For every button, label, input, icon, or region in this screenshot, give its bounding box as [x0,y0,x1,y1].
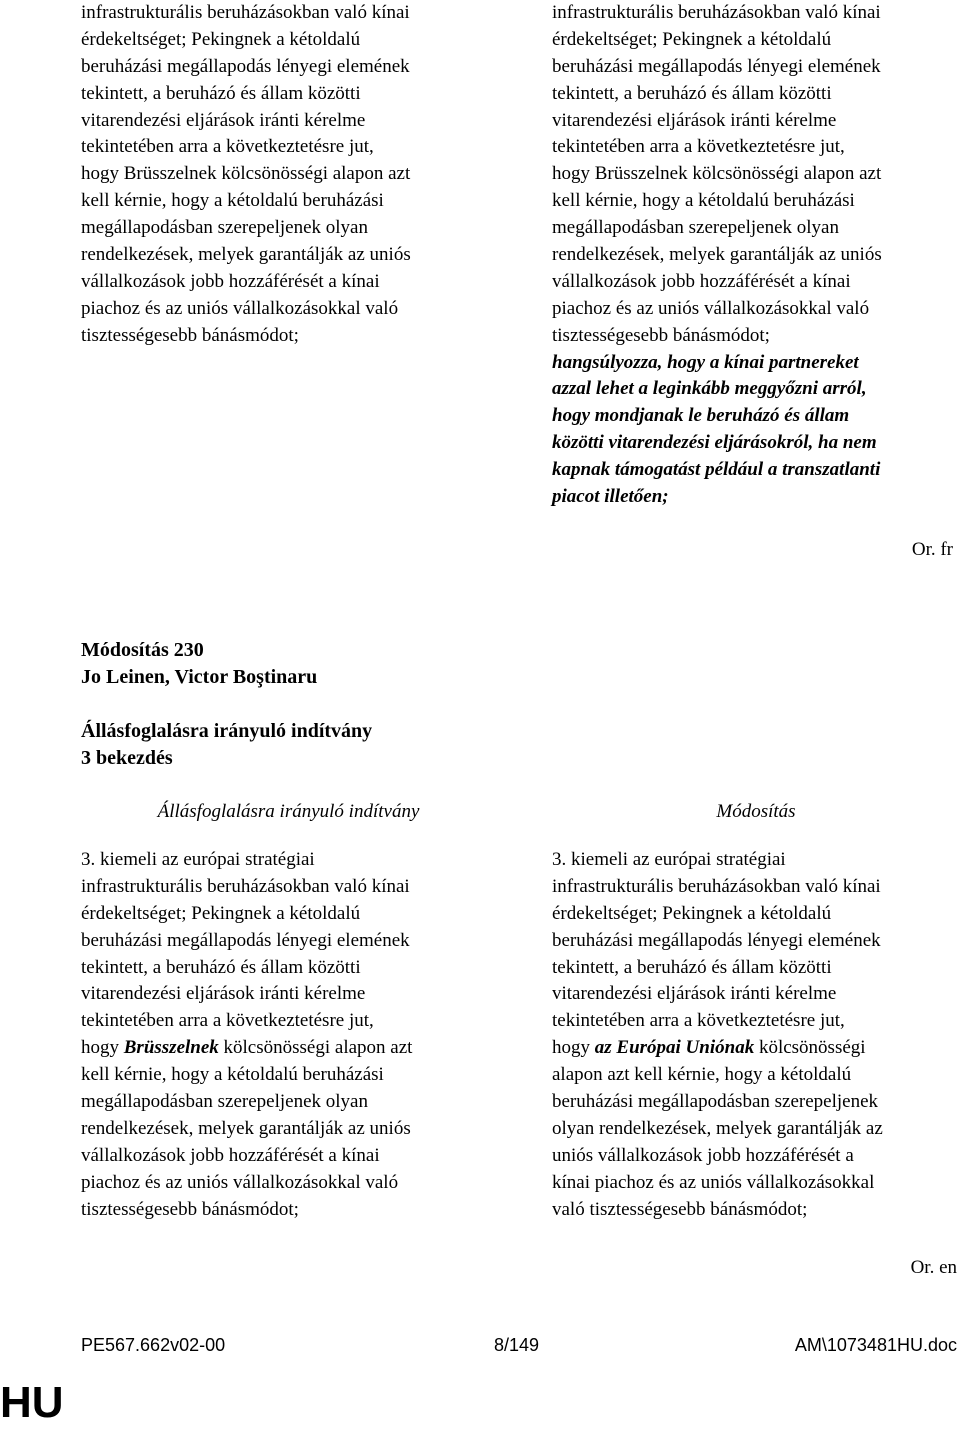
text-line: érdekeltséget; Pekingnek a kétoldalú [81,902,361,924]
text-line: kell kérnie, hogy a kétoldalú beruházási [81,190,384,212]
text-line: tekintett, a beruházó és állam közötti [552,956,832,978]
text-line: uniós vállalkozások jobb hozzáférését a [552,1144,854,1166]
text-line-emphasis: hogy az Európai Uniónak kölcsönösségi [552,1037,866,1059]
original-language-fr: Or. fr [911,539,953,560]
text-line: piacot illetően; [552,486,669,508]
text-line: tekintett, a beruházó és állam közötti [81,956,361,978]
paragraph-reference: 3 bekezdés [81,747,173,769]
changed-word: Brüsszelnek [123,1037,219,1059]
text-line: piachoz és az uniós vállalkozásokkal való [81,1171,399,1193]
added-text [552,350,960,511]
text-line-emphasis: hogy Brüsszelnek kölcsönösségi alapon azt [81,1037,413,1059]
text-line: vitarendezési eljárások iránti kérelme [81,983,366,1005]
text-line: 3. kiemeli az európai stratégiai [81,849,315,870]
text-line: közötti vitarendezési eljárásokról, ha nem [552,432,877,454]
text-line: vitarendezési eljárások iránti kérelme [81,109,366,131]
text-line: olyan rendelkezések, melyek garantálják az [552,1117,883,1139]
language-code: HU [0,1378,64,1427]
text-line: tekintett, a beruházó és állam közötti [81,82,361,104]
text-line: való tisztességesebb bánásmódot; [552,1198,808,1220]
original-text [81,847,496,1223]
text-line: tisztességesebb bánásmódot; [552,324,770,346]
footer-page-number: 8/149 [494,1335,540,1355]
text-line: rendelkezések, melyek garantálják az uniós [81,244,411,266]
text-line: kell kérnie, hogy a kétoldalú beruházási [81,1064,384,1086]
text-line: rendelkezések, melyek garantálják az uniós [81,1117,411,1139]
amended-text [552,847,960,1223]
text-line: tisztességesebb bánásmódot; [81,1198,299,1220]
text-line: hogy mondjanak le beruházó és állam [552,405,850,427]
text-line: vitarendezési eljárások iránti kérelme [552,109,837,131]
original-language-en: Or. en [910,1257,957,1278]
text-line: beruházási megállapodás lényegi elemének [81,929,410,951]
text-line: 3. kiemeli az európai stratégiai [552,849,786,870]
text-line: tekintetében arra a következtetésre jut, [81,1010,374,1032]
text-line: kínai piachoz és az uniós vállalkozásokkal [552,1171,875,1193]
text-line: vitarendezési eljárások iránti kérelme [552,983,837,1005]
column-title-amendment: Módosítás [716,801,796,822]
text-line: érdekeltséget; Pekingnek a kétoldalú [552,28,832,50]
text-line: piachoz és az uniós vállalkozásokkal való [81,297,399,319]
text-line: kapnak támogatást például a transzatlanti [552,459,881,481]
text-line: infrastrukturális beruházásokban való kínai [552,875,881,897]
text-line: beruházási megállapodásban szerepeljenek [552,1091,879,1113]
text-line: kell kérnie, hogy a kétoldalú beruházási [552,190,855,212]
text-line: hogy Brüsszelnek kölcsönösségi alapon azt [81,163,411,185]
text-line: megállapodásban szerepeljenek olyan [81,217,368,239]
changed-word: az Európai Uniónak [594,1037,755,1059]
text-line: beruházási megállapodás lényegi elemének [552,929,881,951]
text-line: infrastrukturális beruházásokban való kínai [81,875,410,897]
document-type: Állásfoglalásra irányuló indítvány [81,720,373,742]
text-line: hogy Brüsszelnek kölcsönösségi alapon azt [552,163,882,185]
text-line: infrastrukturális beruházásokban való kínai [81,2,410,23]
column-title-original: Állásfoglalásra irányuló indítvány [157,801,420,822]
text-line: rendelkezések, melyek garantálják az uniós [552,244,882,266]
footer-doc-ref: PE567.662v02-00 [81,1335,226,1355]
continued-amended-text [552,0,960,511]
text-line: érdekeltséget; Pekingnek a kétoldalú [81,28,361,50]
text-line: vállalkozások jobb hozzáférését a kínai [81,270,380,292]
text-line: hangsúlyozza, hogy a kínai partnereket [552,351,859,373]
text-line: vállalkozások jobb hozzáférését a kínai [552,270,851,292]
text-line: azzal lehet a leginkább meggyőzni arról, [552,378,867,400]
text-line: megállapodásban szerepeljenek olyan [552,217,839,239]
text-line: beruházási megállapodás lényegi elemének [552,55,881,77]
text-line: tekintett, a beruházó és állam közötti [552,82,832,104]
text-line: infrastrukturális beruházásokban való kínai [552,2,881,23]
amendment-authors: Jo Leinen, Victor Boştinaru [81,666,318,688]
text-line: vállalkozások jobb hozzáférését a kínai [81,1144,380,1166]
continued-original-text [81,0,496,350]
amendment-number: Módosítás 230 [81,639,204,661]
text-line: tekintetében arra a következtetésre jut, [552,136,845,158]
text-line: tisztességesebb bánásmódot; [81,324,299,346]
text-line: tekintetében arra a következtetésre jut, [552,1010,845,1032]
footer-file-name: AM\1073481HU.doc [794,1335,957,1355]
text-line: megállapodásban szerepeljenek olyan [81,1091,368,1113]
text-line: érdekeltséget; Pekingnek a kétoldalú [552,902,832,924]
text-line: tekintetében arra a következtetésre jut, [81,136,374,158]
text-line: piachoz és az uniós vállalkozásokkal való [552,297,870,319]
text-line: beruházási megállapodás lényegi elemének [81,55,410,77]
text-line: alapon azt kell kérnie, hogy a kétoldalú [552,1064,852,1086]
